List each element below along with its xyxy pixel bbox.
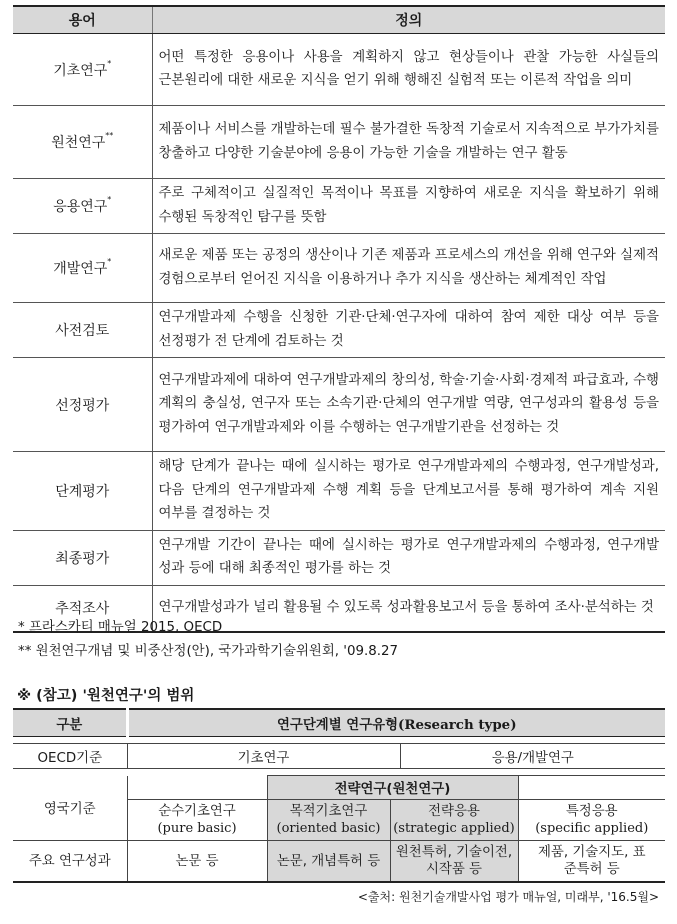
research-range-table — [13, 708, 665, 883]
term-selection-evaluation: 선정평가 — [13, 358, 152, 452]
category-strategic-applied-en: (strategic applied) — [393, 821, 515, 836]
category-specific-applied-ko: 특정응용 — [565, 804, 618, 819]
category-pure-basic-ko: 순수기초연구 — [158, 804, 236, 819]
header-research-type — [127, 709, 665, 737]
term-cell — [13, 234, 152, 303]
term-cell — [13, 106, 152, 179]
term-cell — [13, 179, 152, 234]
category-specific-applied-en: (specific applied) — [535, 821, 649, 836]
results-row — [13, 841, 665, 883]
footnote-frascati: * 프라스카티 매뉴얼 2015, OECD — [18, 620, 223, 635]
range-header-row — [13, 709, 665, 737]
category-oriented-basic-ko: 목적기초연구 — [289, 804, 368, 819]
term-basic-research: 기초연구 — [53, 62, 108, 79]
category-specific-applied — [518, 800, 665, 841]
footnote-mark: ** — [105, 131, 114, 140]
footnote-mark: * — [107, 58, 112, 68]
oecd-row — [13, 744, 665, 769]
table-row — [13, 452, 665, 531]
definition-pre-review: 연구개발과제 수행을 신청한 기관·단체·연구자에 대하여 참여 제한 대상 여부 등을 선정평가 전 단계에 검토하는 것 — [152, 303, 665, 358]
term-pre-review: 사전검토 — [13, 303, 152, 358]
uk-strategic-row — [13, 776, 665, 800]
header-research-type-label: 연구단계별 연구유형(Research type) — [276, 716, 517, 733]
result-specific-applied-text: 제품, 기술지도, 표준특허 등 — [537, 845, 646, 877]
table-row — [13, 234, 665, 303]
term-follow-up-survey: 추적조사 — [13, 585, 152, 632]
table-row — [13, 34, 665, 106]
category-pure-basic — [127, 800, 267, 841]
definition-final-evaluation: 연구개발 기간이 끝나는 때에 실시하는 평가로 연구개발과제의 수행과정, 연구개발 성과 등에 대해 최종적인 평가를 하는 것 — [152, 530, 665, 585]
strategic-research-header: 전략연구(원천연구) — [267, 776, 518, 800]
table-row — [13, 530, 665, 585]
result-specific-applied — [518, 841, 665, 883]
term-source-research: 원천연구 — [51, 135, 106, 151]
oecd-label: OECD기준 — [13, 744, 127, 769]
category-oriented-basic-en: (oriented basic) — [276, 821, 381, 836]
footnote-source-research: ** 원천연구개념 및 비중산정(안), 국가과학기술위원회, '09.8.27 — [18, 644, 399, 659]
oecd-applied: 응용/개발연구 — [400, 744, 665, 769]
definition-basic-research: 어떤 특정한 응용이나 사용을 계획하지 않고 현상들이나 관찰 가능한 사실들의 근본원리에 대한 새로운 지식을 얻기 위해 행해진 실험적 또는 이론적 작업을 의미 — [152, 34, 665, 106]
term-stage-evaluation: 단계평가 — [13, 452, 152, 531]
reference-title: ※ (참고) '원천연구'의 범위 — [17, 688, 195, 704]
category-strategic-applied-ko: 전략응용 — [428, 804, 480, 819]
header-category: 구분 — [13, 709, 127, 737]
category-oriented-basic — [267, 800, 390, 841]
definition-selection-evaluation: 연구개발과제에 대하여 연구개발과제의 창의성, 학술·기술·사회·경제적 파급효과, 수행 계획의 충실성, 연구자 또는 소속기관·단체의 연구개발 역량, 연구성과의 활용성 등을 평가하여 연구개발과제와 이를 수행하는 연구개발기관을 선정하는 것 — [152, 358, 665, 452]
footnote-mark: * — [107, 195, 112, 204]
header-definition: 정의 — [152, 6, 665, 34]
term-development-research: 개발연구 — [53, 261, 108, 277]
definition-applied-research: 주로 구체적이고 실질적인 목적이나 목표를 지향하여 새로운 지식을 확보하기 위해 수행된 독창적인 탐구를 뜻함 — [152, 179, 665, 234]
definitions-header-row — [13, 6, 665, 34]
definition-source-research: 제품이나 서비스를 개발하는데 필수 불가결한 독창적 기술로서 지속적으로 부가가치를 창출하고 다양한 기술분야에 응용이 가능한 기술을 개발하는 연구 활동 — [152, 106, 665, 179]
result-oriented-basic: 논문, 개념특허 등 — [267, 841, 390, 883]
term-applied-research: 응용연구 — [53, 199, 108, 215]
definitions-table — [13, 5, 665, 633]
oecd-basic: 기초연구 — [127, 744, 400, 769]
result-strategic-applied — [390, 841, 518, 883]
footnote-mark: * — [107, 257, 112, 266]
category-pure-basic-en: (pure basic) — [157, 821, 237, 836]
definition-follow-up-survey: 연구개발성과가 널리 활용될 수 있도록 성과활용보고서 등을 통하여 조사·분석하는 것 — [152, 585, 665, 632]
result-strategic-applied-text: 원천특허, 기술이전, 시작품 등 — [395, 845, 513, 877]
result-pure-basic: 논문 등 — [127, 841, 267, 883]
source-citation: <출처: 원천기술개발사업 평가 매뉴얼, 미래부, '16.5월> — [357, 890, 659, 904]
term-cell — [13, 34, 152, 106]
definition-development-research: 새로운 제품 또는 공정의 생산이나 기존 제품과 프로세스의 개선을 위해 연구와 실제적 경험으로부터 얻어진 지식을 이용하거나 추가 지식을 생산하는 체계적인 작업 — [152, 234, 665, 303]
table-row — [13, 179, 665, 234]
uk-label: 영국기준 — [13, 776, 127, 841]
category-strategic-applied — [390, 800, 518, 841]
results-label: 주요 연구성과 — [13, 841, 127, 883]
definition-stage-evaluation: 해당 단계가 끝나는 때에 실시하는 평가로 연구개발과제의 수행과정, 연구개발성과, 다음 단계의 연구개발과제 수행 계획 등을 단계보고서를 통해 평가하여 계속 지원 여부를 결정하는 것 — [152, 452, 665, 531]
table-row — [13, 303, 665, 358]
term-final-evaluation: 최종평가 — [13, 530, 152, 585]
header-term: 용어 — [13, 6, 152, 34]
table-row — [13, 358, 665, 452]
table-row — [13, 106, 665, 179]
